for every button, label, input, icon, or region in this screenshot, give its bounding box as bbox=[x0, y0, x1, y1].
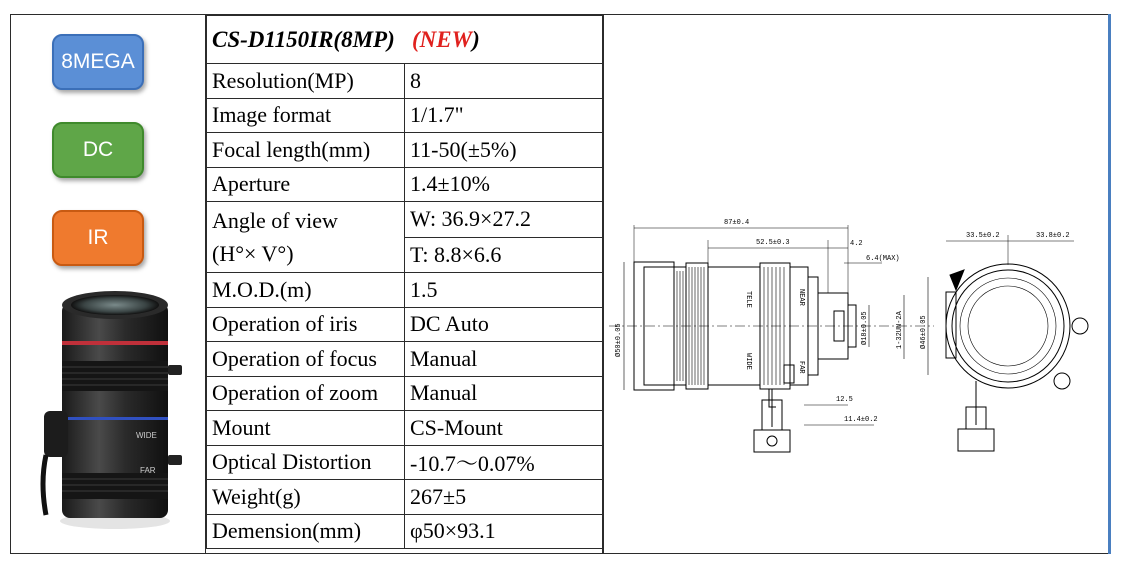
spec-label: Mount bbox=[207, 411, 405, 446]
feature-column bbox=[11, 15, 206, 553]
ring-far: FAR bbox=[797, 361, 805, 374]
ring-tele: TELE bbox=[744, 291, 752, 308]
spec-label: Aperture bbox=[207, 167, 405, 202]
spec-value: 267±5 bbox=[405, 480, 603, 515]
dim-tail: 12.5 bbox=[836, 396, 853, 404]
badge-ir: IR bbox=[52, 210, 144, 266]
right-accent-rule bbox=[1108, 14, 1111, 554]
spec-value: DC Auto bbox=[405, 307, 603, 342]
table-row-angle bbox=[207, 202, 603, 273]
spec-value: 1.4±10% bbox=[405, 167, 603, 202]
spec-value: 1/1.7" bbox=[405, 98, 603, 133]
spec-label: Operation of focus bbox=[207, 342, 405, 377]
table-row bbox=[207, 167, 603, 202]
badge-dc: DC bbox=[52, 122, 144, 178]
spec-value: Manual bbox=[405, 376, 603, 411]
dia-mount: Ø46±0.05 bbox=[920, 315, 928, 349]
ring-near: NEAR bbox=[797, 289, 805, 306]
dia-outer: Ø50±0.05 bbox=[615, 323, 623, 357]
dim-flange: 4.2 bbox=[850, 240, 863, 248]
spec-label: Demension(mm) bbox=[207, 514, 405, 549]
model-name: CS-D1150IR(8MP) bbox=[212, 26, 395, 52]
dim-max: 6.4(MAX) bbox=[866, 255, 900, 263]
new-badge-close: ) bbox=[472, 26, 480, 52]
angle-label bbox=[207, 202, 405, 273]
spec-label: M.O.D.(m) bbox=[207, 273, 405, 308]
angle-values bbox=[405, 202, 603, 273]
spec-label: Image format bbox=[207, 98, 405, 133]
table-row bbox=[207, 64, 603, 99]
badge-8mega: 8MEGA bbox=[52, 34, 144, 90]
product-title bbox=[207, 16, 603, 64]
spec-label: Optical Distortion bbox=[207, 445, 405, 480]
spec-value: 11-50(±5%) bbox=[405, 133, 603, 168]
spec-value: 8 bbox=[405, 64, 603, 99]
angle-label-line2: (H°× V°) bbox=[212, 241, 294, 266]
spec-value: -10.7～0.07% bbox=[405, 445, 603, 480]
spec-label: Resolution(MP) bbox=[207, 64, 405, 99]
ring-wide: WIDE bbox=[744, 353, 752, 370]
spec-value: 1.5 bbox=[405, 273, 603, 308]
table-row bbox=[207, 133, 603, 168]
table-row bbox=[207, 273, 603, 308]
spec-label: Operation of zoom bbox=[207, 376, 405, 411]
dim-tail2: 11.4±0.2 bbox=[844, 416, 878, 424]
spec-value: CS-Mount bbox=[405, 411, 603, 446]
dim-total: 87±0.4 bbox=[724, 219, 750, 227]
table-row bbox=[207, 411, 603, 446]
table-row bbox=[207, 445, 603, 480]
angle-label-line1: Angle of view bbox=[212, 208, 338, 233]
front-left-dim: 33.5±0.2 bbox=[966, 232, 1000, 240]
table-row bbox=[207, 480, 603, 515]
spec-label: Weight(g) bbox=[207, 480, 405, 515]
dim-body: 52.5±0.3 bbox=[756, 239, 790, 247]
table-title-row bbox=[207, 16, 603, 64]
lens-mark-far: FAR bbox=[140, 466, 156, 475]
lens-mark-wide: WIDE bbox=[136, 431, 157, 440]
angle-tele-value: T: 8.8×6.6 bbox=[410, 241, 502, 267]
dimension-drawing bbox=[604, 15, 1108, 553]
table-row bbox=[207, 307, 603, 342]
spec-label: Focal length(mm) bbox=[207, 133, 405, 168]
spec-value: φ50×93.1 bbox=[405, 514, 603, 549]
spec-table bbox=[206, 15, 603, 549]
new-badge-open: ( bbox=[412, 26, 420, 52]
table-row bbox=[207, 98, 603, 133]
front-right-dim: 33.8±0.2 bbox=[1036, 232, 1070, 240]
lens-product-photo bbox=[40, 283, 190, 533]
angle-wide-value: W: 36.9×27.2 bbox=[405, 202, 602, 238]
spec-value: Manual bbox=[405, 342, 603, 377]
table-row bbox=[207, 376, 603, 411]
thread-spec: 1-32UN-2A bbox=[896, 311, 904, 349]
new-badge: NEW bbox=[419, 26, 473, 52]
dia-rear: Ø18±0.05 bbox=[861, 311, 869, 345]
table-row bbox=[207, 514, 603, 549]
table-row bbox=[207, 342, 603, 377]
spec-label: Operation of iris bbox=[207, 307, 405, 342]
